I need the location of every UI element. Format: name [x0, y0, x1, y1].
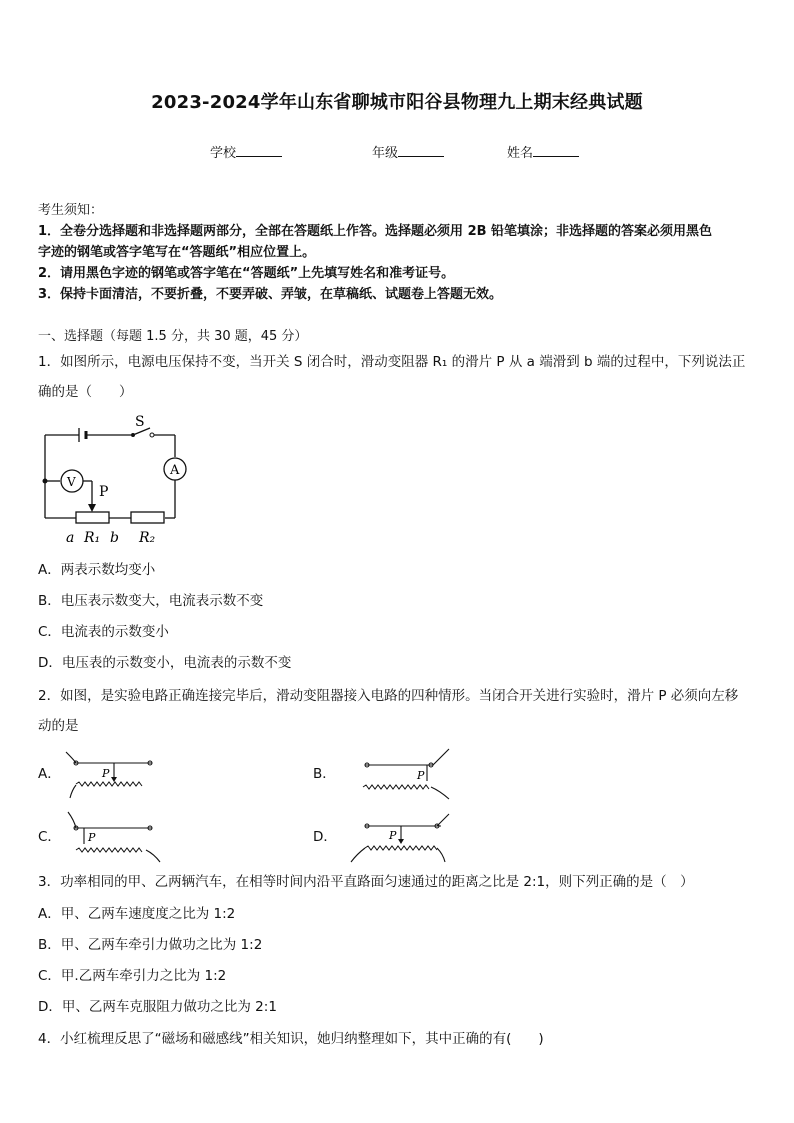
slider-label: P	[88, 831, 96, 844]
question-3-options	[38, 904, 277, 1028]
name-label: 姓名	[507, 146, 534, 161]
question-3-stem: 3．功率相同的甲、乙两辆汽车，在相等时间内沿平直路面匀速通过的距离之比是 2:1，则下列正确的是（ ）	[38, 874, 694, 890]
notice-heading: 考生须知：	[38, 203, 104, 218]
label-r2: R₂	[139, 530, 156, 546]
label-s: S	[135, 414, 145, 430]
option-d: D．甲、乙两车克服阻力做功之比为 2:1	[38, 999, 277, 1015]
question-2-line-2: 动的是	[38, 718, 79, 734]
name-field	[507, 142, 579, 161]
school-blank	[236, 146, 282, 157]
school-field	[210, 142, 282, 161]
circuit-diagram	[36, 412, 201, 552]
option-c: C．电流表的示数变小	[38, 624, 169, 640]
rheostat-r1	[76, 512, 109, 523]
slider-label: P	[417, 769, 425, 782]
question-1-stem	[38, 352, 768, 403]
q2-option-c-letter: C．	[38, 829, 61, 845]
question-1-options	[38, 560, 291, 684]
grade-blank	[398, 146, 444, 157]
q2-option-b-letter: B．	[313, 766, 336, 782]
q2-option-a-letter: A．	[38, 766, 61, 782]
question-1-line-1: 1．如图所示，电源电压保持不变，当开关 S 闭合时，滑动变阻器 R₁ 的滑片 P 从 a 端滑到 b 端的过程中，下列说法正	[38, 354, 746, 370]
option-a: A．甲、乙两车速度度之比为 1:2	[38, 906, 236, 922]
notice-line: 2．请用黑色字迹的钢笔或答字笔在“答题纸”上先填写姓名和准考证号。	[38, 266, 455, 281]
grade-label: 年级	[372, 146, 399, 161]
question-2-line-1: 2．如图，是实验电路正确连接完毕后，滑动变阻器接入电路的四种情形。当闭合开关进行实验时，滑片 P 必须向左移	[38, 688, 739, 704]
notice-line: 字迹的钢笔或答字笔写在“答题纸”相应位置上。	[38, 245, 316, 260]
option-b: B．甲、乙两车牵引力做功之比为 1:2	[38, 937, 263, 953]
question-1-line-2: 确的是（ ）	[38, 384, 133, 400]
q2-option-d-figure	[345, 810, 455, 866]
option-c: C．甲.乙两车牵引力之比为 1:2	[38, 968, 227, 984]
notice-line: 1．全卷分选择题和非选择题两部分，全部在答题纸上作答。选择题必须用 2B 铅笔填涂；非选择题的答案必须用黑色	[38, 224, 713, 239]
q2-option-a-figure	[62, 750, 162, 802]
label-r1: R₁	[84, 530, 101, 546]
slider-arrow	[88, 504, 96, 512]
page-title: 2023-2024学年山东省聊城市阳谷县物理九上期末经典试题	[151, 92, 643, 113]
option-b: B．电压表示数变大，电流表示数不变	[38, 593, 264, 609]
grade-field	[372, 142, 444, 161]
q2-option-c-figure	[62, 810, 162, 866]
notice-block	[38, 200, 763, 305]
option-d: D．电压表的示数变小，电流表的示数不变	[38, 655, 292, 671]
q2-option-d-letter: D．	[313, 829, 337, 845]
label-v: V	[67, 475, 76, 489]
option-a: A．两表示数均变小	[38, 562, 156, 578]
slider-label: P	[389, 829, 397, 842]
q2-option-b-figure	[345, 747, 455, 803]
question-4-stem: 4．小红梳理反思了“磁场和磁感线”相关知识，她归纳整理如下，其中正确的有( )	[38, 1031, 544, 1047]
school-label: 学校	[210, 146, 237, 161]
notice-line: 3．保持卡面清洁，不要折叠，不要弄破、弄皱，在草稿纸、试题卷上答题无效。	[38, 287, 503, 302]
question-2-stem	[38, 686, 768, 737]
label-a-end: a	[66, 530, 75, 546]
section-heading: 一、选择题（每题 1.5 分，共 30 题，45 分）	[38, 329, 308, 344]
switch-contact	[150, 433, 154, 437]
name-blank	[533, 146, 579, 157]
label-b-end: b	[110, 530, 119, 546]
resistor-r2	[131, 512, 164, 523]
label-a: A	[170, 463, 180, 478]
slider-label: P	[102, 767, 110, 780]
label-p: P	[99, 484, 109, 500]
